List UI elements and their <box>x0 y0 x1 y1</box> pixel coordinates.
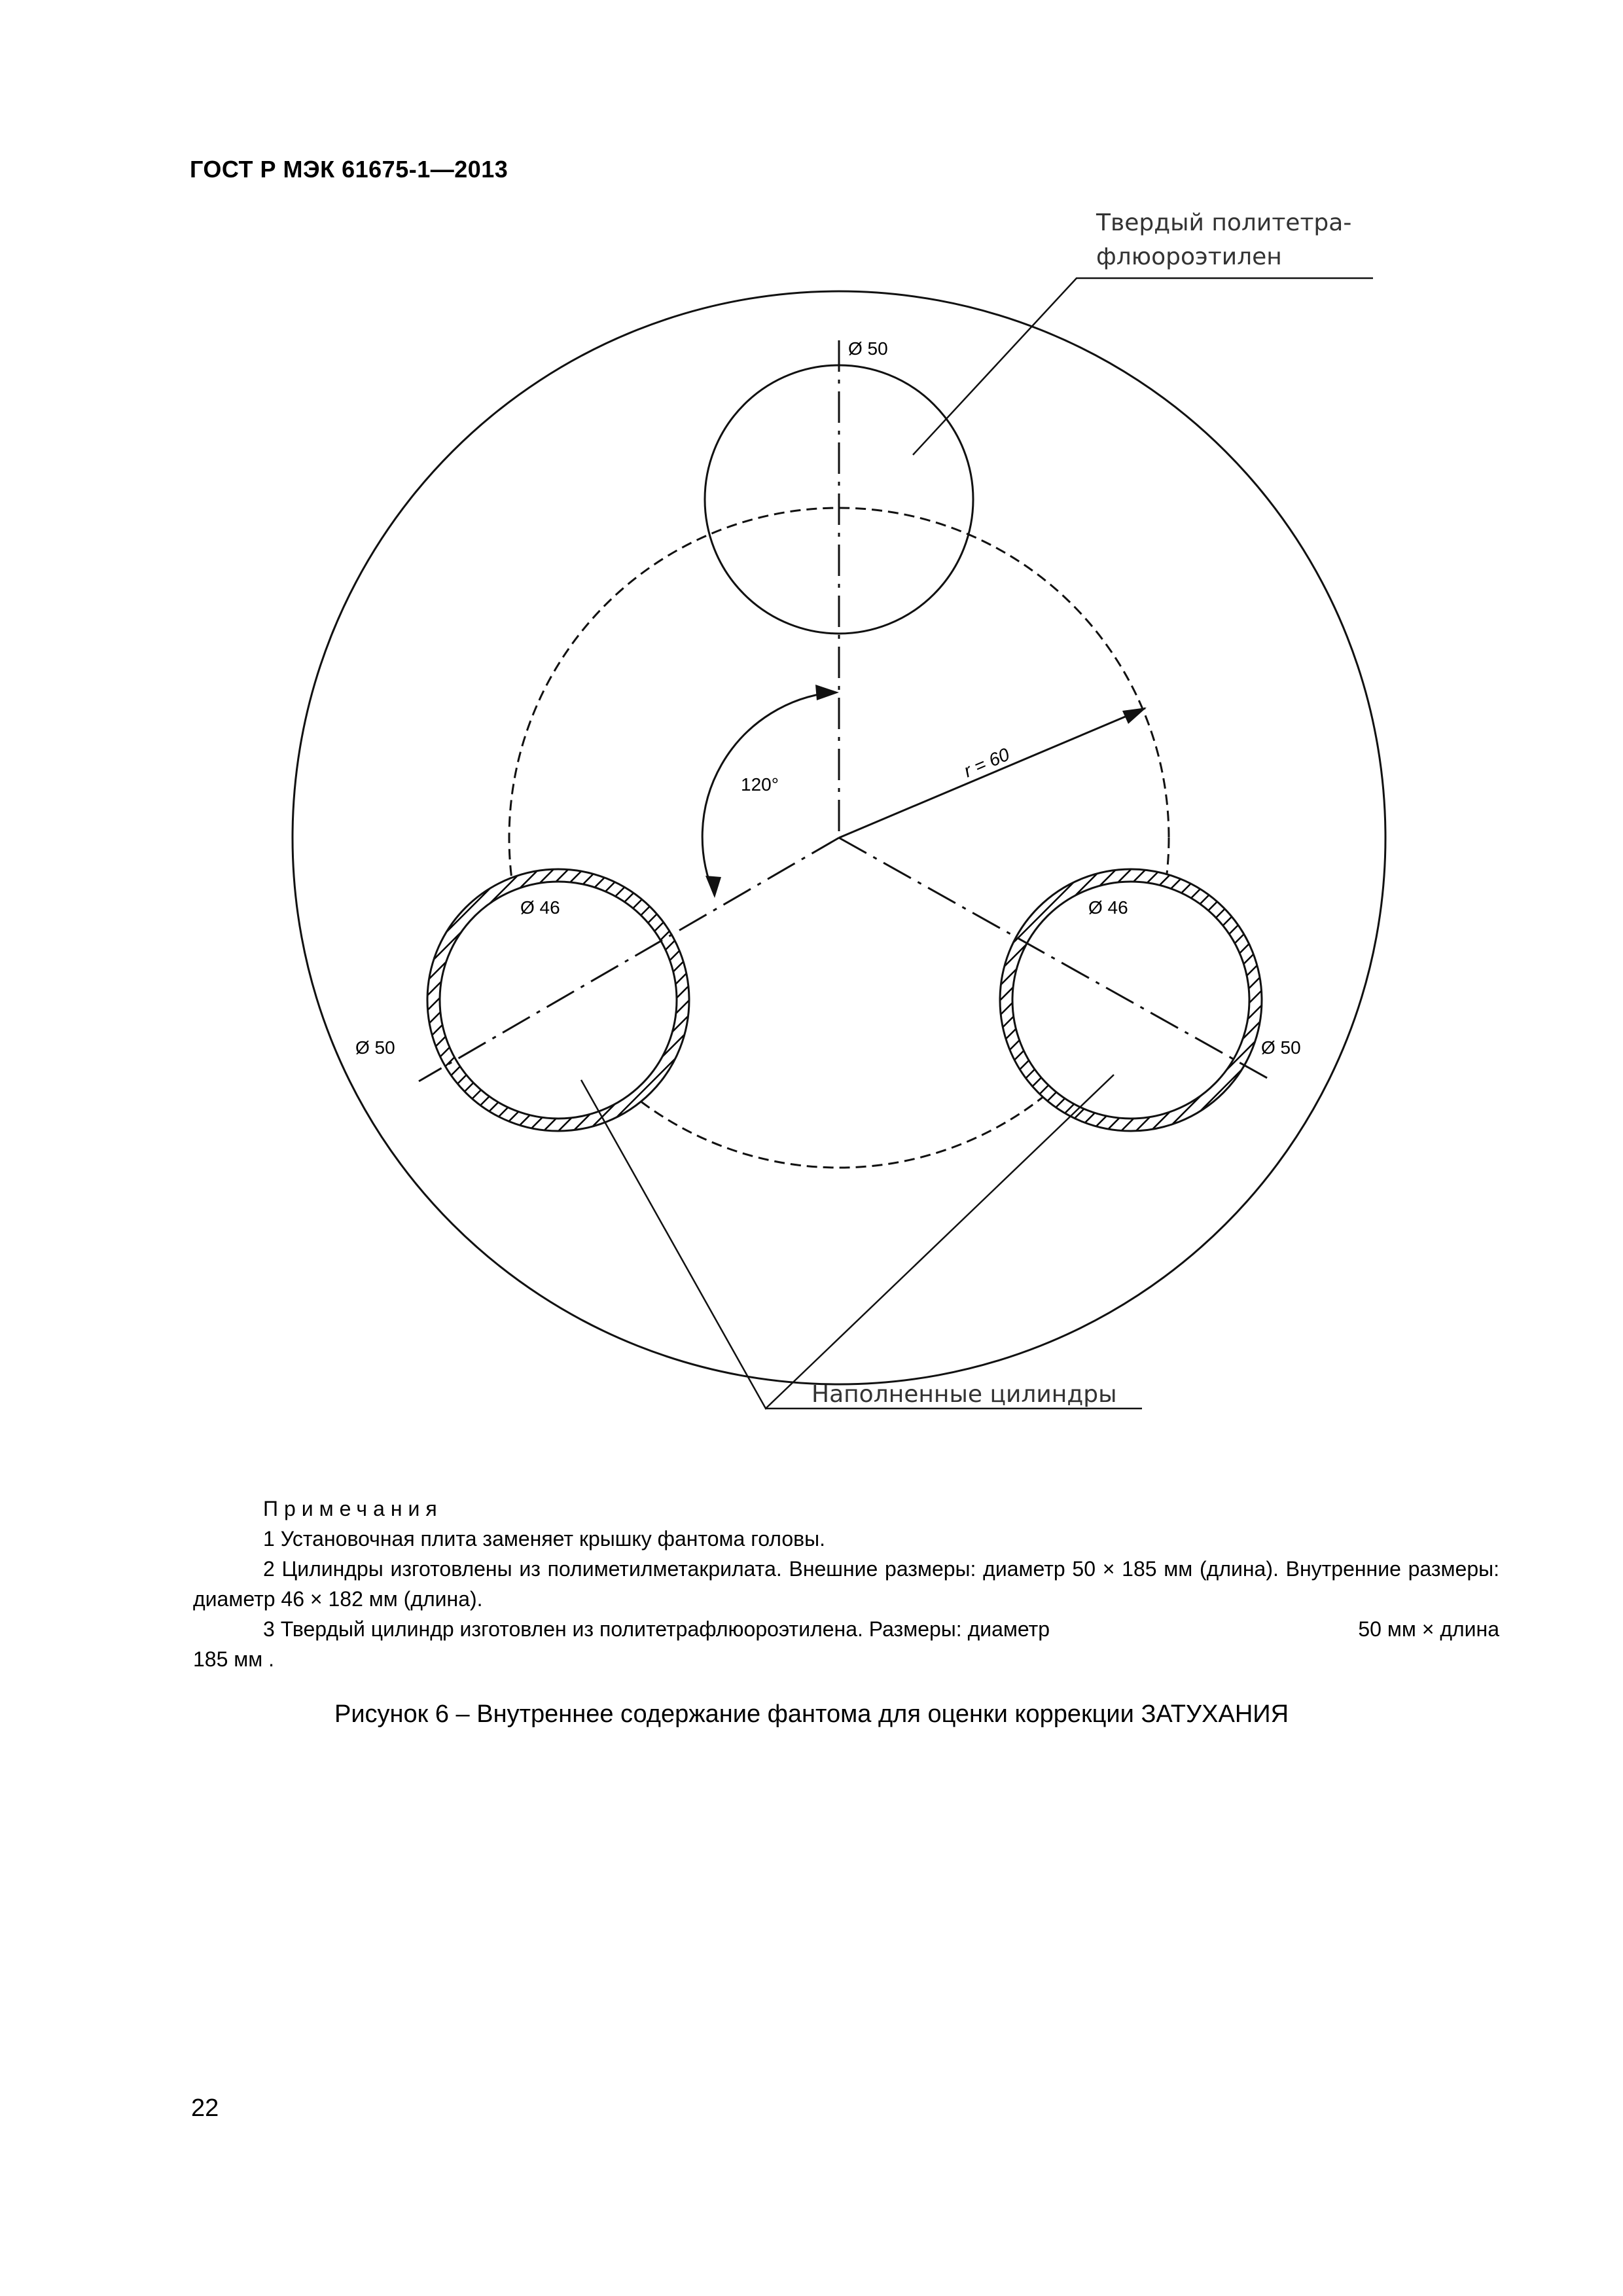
diameter-inner-right-label: Ø 46 <box>1088 897 1128 918</box>
note-1: 1 Установочная плита заменяет крышку фантома головы. <box>263 1527 826 1551</box>
notes-title: Примечания <box>263 1497 443 1520</box>
radius-line <box>839 708 1145 838</box>
angle-label: 120° <box>741 774 779 795</box>
solid-material-label: Твердый политетра- <box>1096 209 1352 236</box>
page-number: 22 <box>191 2094 219 2122</box>
diameter-inner-left-label: Ø 46 <box>520 897 560 918</box>
solid-material-label-line2: флюороэтилен <box>1096 243 1282 270</box>
angle-arrowhead-bottom <box>705 876 721 898</box>
note-2: 2 Цилиндры изготовлены из полиметилметакрилата. Внешние размеры: диаметр 50 × 185 мм (длина). Внутренние размеры: диаметр 46 × 182 мм (длина). <box>193 1557 1499 1611</box>
radius-arrowhead <box>1122 708 1147 724</box>
note-3-continuation: 185 мм . <box>193 1647 275 1671</box>
radius-label: r = 60 <box>961 744 1012 781</box>
document-header: ГОСТ Р МЭК 61675-1—2013 <box>190 156 508 183</box>
notes-block <box>193 1494 1499 1674</box>
filled-cylinders-leader <box>581 1075 1114 1408</box>
diameter-outer-left-label: Ø 50 <box>355 1037 395 1058</box>
figure-caption: Рисунок 6 – Внутреннее содержание фантома для оценки коррекции ЗАТУХАНИЯ <box>334 1700 1289 1728</box>
solid-material-leader <box>913 278 1373 455</box>
angle-arrowhead-top <box>815 685 839 700</box>
filled-cylinders-label: Наполненные цилиндры <box>812 1381 1117 1408</box>
diameter-outer-right-label: Ø 50 <box>1261 1037 1301 1058</box>
diameter-top-label: Ø 50 <box>848 338 888 359</box>
note-3-dimensions: 50 мм × длина <box>1358 1617 1499 1641</box>
filled-cylinder-right-inner <box>1012 882 1249 1119</box>
note-3 <box>193 1614 1499 1644</box>
note-3-text: 3 Твердый цилиндр изготовлен из политетрафлюороэтилена. Размеры: диаметр <box>263 1617 1050 1641</box>
